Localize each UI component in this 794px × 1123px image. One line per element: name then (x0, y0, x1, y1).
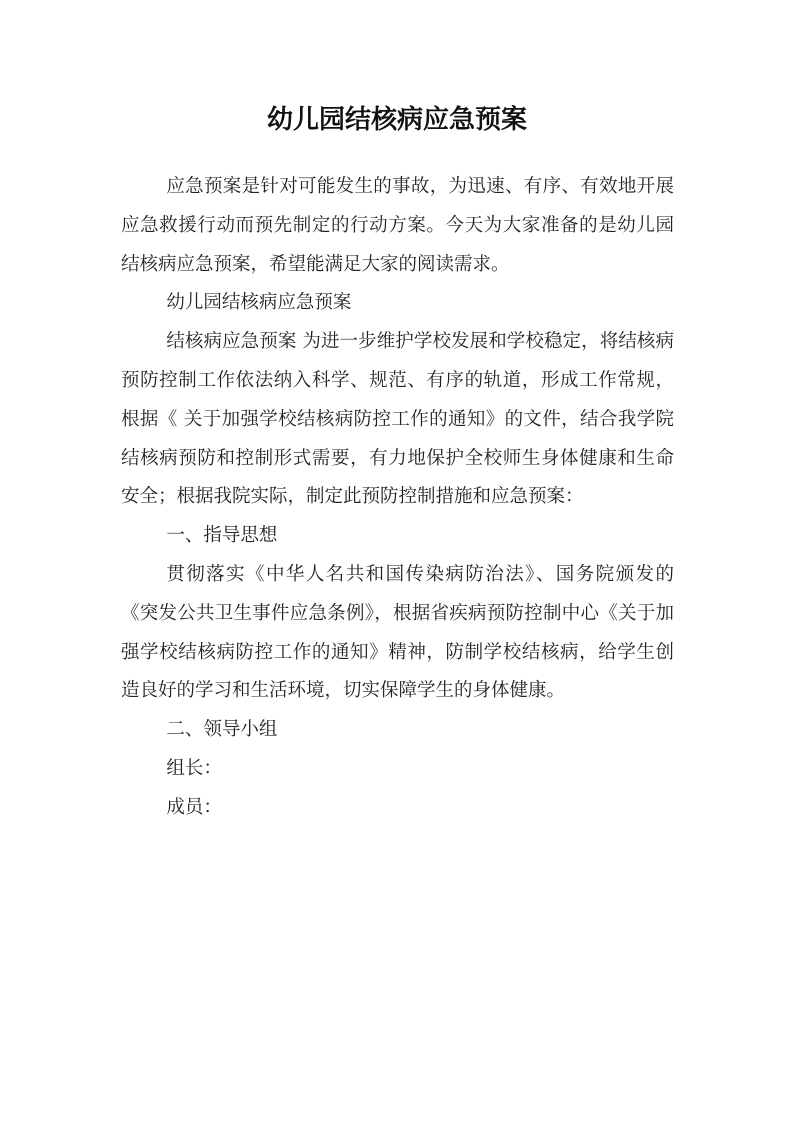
subtitle-paragraph: 幼儿园结核病应急预案 (166, 292, 352, 314)
document-title: 幼儿园结核病应急预案 (266, 105, 527, 135)
preface-paragraph: 结核病应急预案 为进一步维护学校发展和学校稳定，将结核病预防控制工作依法纳入科学、规范、有序的轨道，形成工作常规，根据《 关于加强学校结核病防控工作的通知》的文件，结合我学院结核病预防和控制形式需要，有力地保护全校师生身体健康和生命安全；根据我院实际，制定此预防控制措施和应急预案： (121, 331, 674, 508)
guiding-thought-paragraph: 贯彻落实《中华人名共和国传染病防治法》、国务院颁发的《突发公共卫生事件应急条例》，根据省疾病预防控制中心《关于加强学校结核病防控工作的通知》精神，防制学校结核病，给学生创造良好的学习和生活环境，切实保障学生的身体健康。 (121, 563, 674, 702)
section-heading-leadership-group: 二、领导小组 (166, 719, 278, 741)
document-body (121, 168, 674, 828)
group-members-line: 成员： (166, 796, 222, 818)
intro-paragraph: 应急预案是针对可能发生的事故，为迅速、有序、有效地开展应急救援行动而预先制定的行动方案。今天为大家准备的是幼儿园结核病应急预案，希望能满足大家的阅读需求。 (121, 176, 674, 275)
section-heading-guiding-thought: 一、指导思想 (166, 525, 278, 547)
group-leader-line: 组长： (166, 757, 222, 779)
